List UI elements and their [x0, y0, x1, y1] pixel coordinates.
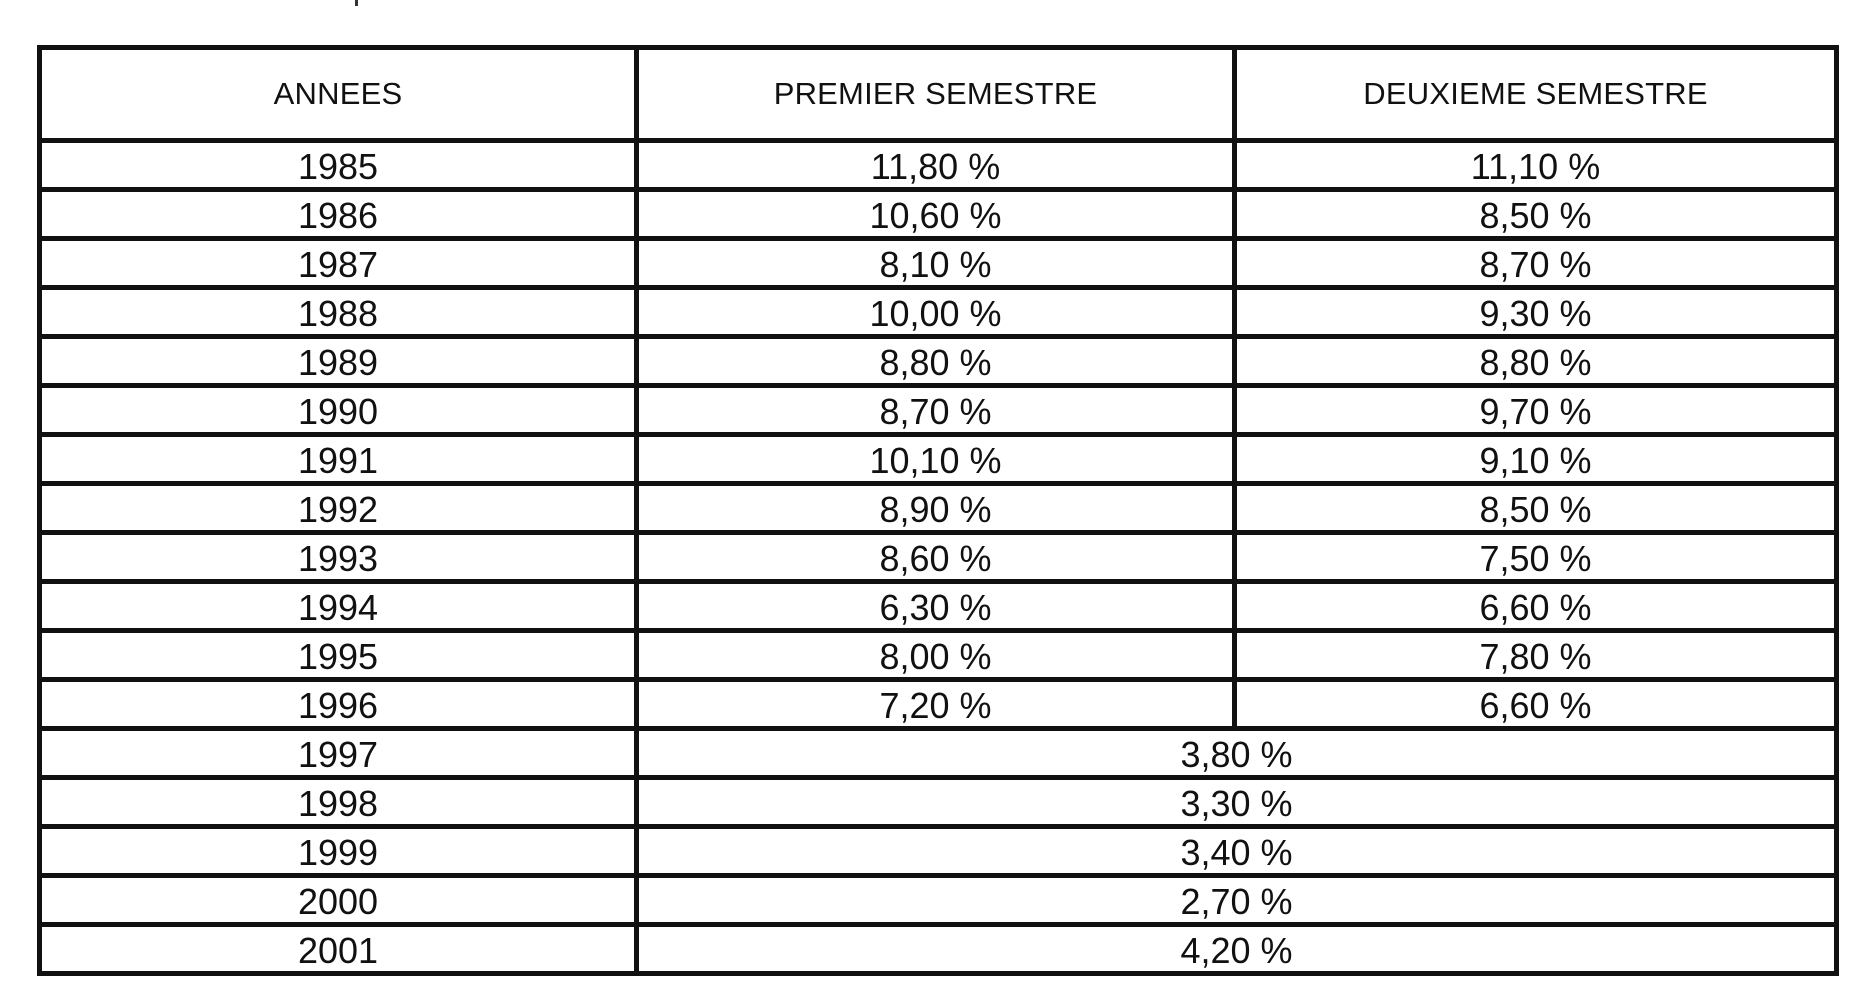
first-semester-cell: [637, 631, 1235, 680]
year-cell: [40, 239, 637, 288]
table-row: [40, 337, 1837, 386]
second-semester-cell-text: 7,80 %: [1479, 636, 1592, 677]
year-cell-text: 1991: [297, 440, 379, 481]
table-row: [40, 729, 1837, 778]
year-cell-text: 1987: [297, 244, 379, 285]
first-semester-cell-text: 8,60 %: [879, 538, 992, 579]
first-semester-cell-text: 8,00 %: [879, 636, 992, 677]
table-row: [40, 484, 1837, 533]
header-years: ANNEES: [40, 48, 637, 141]
year-cell: [40, 925, 637, 974]
year-cell: [40, 386, 637, 435]
year-cell: [40, 729, 637, 778]
first-semester-cell-text: 10,10 %: [869, 440, 1002, 481]
first-semester-cell: [637, 435, 1235, 484]
table-body: [40, 141, 1837, 974]
table-header: [40, 48, 1837, 141]
header-second-semester: DEUXIEME SEMESTRE: [1235, 48, 1837, 141]
first-semester-cell: [637, 337, 1235, 386]
header-first-semester: PREMIER SEMESTRE: [637, 48, 1235, 141]
second-semester-cell: [1235, 484, 1837, 533]
year-cell: [40, 533, 637, 582]
year-cell: [40, 778, 637, 827]
first-semester-cell: [637, 582, 1235, 631]
first-semester-cell-text: 8,10 %: [879, 244, 992, 285]
second-semester-cell: [1235, 141, 1837, 190]
annual-rate-cell-text: 3,40 %: [1180, 832, 1293, 873]
second-semester-cell: [1235, 288, 1837, 337]
first-semester-cell: [637, 190, 1235, 239]
year-cell-text: 1989: [297, 342, 379, 383]
second-semester-cell-text: 9,70 %: [1479, 391, 1592, 432]
table-row: [40, 141, 1837, 190]
second-semester-cell-text: 8,70 %: [1479, 244, 1592, 285]
first-semester-cell: [637, 141, 1235, 190]
table-row: [40, 435, 1837, 484]
first-semester-cell: [637, 680, 1235, 729]
year-cell: [40, 141, 637, 190]
second-semester-cell: [1235, 190, 1837, 239]
first-semester-cell-text: 10,60 %: [869, 195, 1002, 236]
table-row: [40, 239, 1837, 288]
first-semester-cell-text: 8,70 %: [879, 391, 992, 432]
year-cell-text: 1986: [297, 195, 379, 236]
second-semester-cell: [1235, 239, 1837, 288]
annual-rate-cell-text: 4,20 %: [1180, 930, 1293, 971]
year-cell: [40, 190, 637, 239]
first-semester-cell: [637, 288, 1235, 337]
second-semester-cell: [1235, 435, 1837, 484]
annual-rate-cell: [637, 876, 1837, 925]
second-semester-cell-text: 11,10 %: [1470, 146, 1601, 187]
second-semester-cell: [1235, 337, 1837, 386]
first-semester-cell-text: 6,30 %: [879, 587, 992, 628]
second-semester-cell-text: 8,80 %: [1479, 342, 1592, 383]
annual-rate-cell-text: 3,30 %: [1180, 783, 1293, 824]
year-cell: [40, 484, 637, 533]
table-row: [40, 190, 1837, 239]
annual-rate-cell: [637, 925, 1837, 974]
year-cell: [40, 435, 637, 484]
year-cell: [40, 680, 637, 729]
annual-rate-cell-text: 2,70 %: [1180, 881, 1293, 922]
year-cell-text: 1994: [297, 587, 379, 628]
year-cell: [40, 337, 637, 386]
second-semester-cell-text: 8,50 %: [1479, 195, 1592, 236]
year-cell: [40, 288, 637, 337]
table-row: [40, 533, 1837, 582]
second-semester-cell-text: 7,50 %: [1479, 538, 1592, 579]
second-semester-cell: [1235, 680, 1837, 729]
year-cell-text: 1992: [297, 489, 379, 530]
second-semester-cell: [1235, 582, 1837, 631]
table-row: [40, 925, 1837, 974]
table-row: [40, 680, 1837, 729]
second-semester-cell: [1235, 533, 1837, 582]
first-semester-cell: [637, 386, 1235, 435]
year-cell-text: 1996: [297, 685, 379, 726]
year-cell-text: 1995: [297, 636, 379, 677]
annual-rate-cell-text: 3,80 %: [1180, 734, 1293, 775]
table-row: [40, 288, 1837, 337]
second-semester-cell-text: 9,10 %: [1479, 440, 1592, 481]
year-cell-text: 1988: [297, 293, 379, 334]
year-cell-text: 1985: [297, 146, 379, 187]
table-row: [40, 631, 1837, 680]
table-row: [40, 778, 1837, 827]
first-semester-cell-text: 8,80 %: [879, 342, 992, 383]
year-cell-text: 1990: [297, 391, 379, 432]
year-cell: [40, 631, 637, 680]
first-semester-cell-text: 8,90 %: [879, 489, 992, 530]
first-semester-cell: [637, 484, 1235, 533]
table-row: [40, 827, 1837, 876]
table-row: [40, 876, 1837, 925]
second-semester-cell-text: 6,60 %: [1479, 685, 1592, 726]
annual-rate-cell: [637, 827, 1837, 876]
table-row: [40, 582, 1837, 631]
year-cell: [40, 876, 637, 925]
first-semester-cell-text: 10,00 %: [869, 293, 1002, 334]
year-cell: [40, 582, 637, 631]
year-cell-text: 2001: [297, 930, 379, 971]
year-cell-text: 1998: [297, 783, 379, 824]
first-semester-cell: [637, 239, 1235, 288]
header-row: [40, 48, 1837, 141]
second-semester-cell-text: 9,30 %: [1479, 293, 1592, 334]
annual-rate-cell: [637, 778, 1837, 827]
second-semester-cell: [1235, 386, 1837, 435]
first-semester-cell-text: 7,20 %: [879, 685, 992, 726]
top-edge-mark: [355, 0, 358, 6]
year-cell-text: 1999: [297, 832, 379, 873]
second-semester-cell-text: 8,50 %: [1479, 489, 1592, 530]
table-row: [40, 386, 1837, 435]
year-cell: [40, 827, 637, 876]
year-cell-text: 1997: [297, 734, 379, 775]
first-semester-cell: [637, 533, 1235, 582]
second-semester-cell-text: 6,60 %: [1479, 587, 1592, 628]
first-semester-cell-text: 11,80 %: [870, 146, 1001, 187]
year-cell-text: 1993: [297, 538, 379, 579]
annual-rate-cell: [637, 729, 1837, 778]
year-cell-text: 2000: [297, 881, 379, 922]
rates-table: [37, 45, 1839, 976]
second-semester-cell: [1235, 631, 1837, 680]
